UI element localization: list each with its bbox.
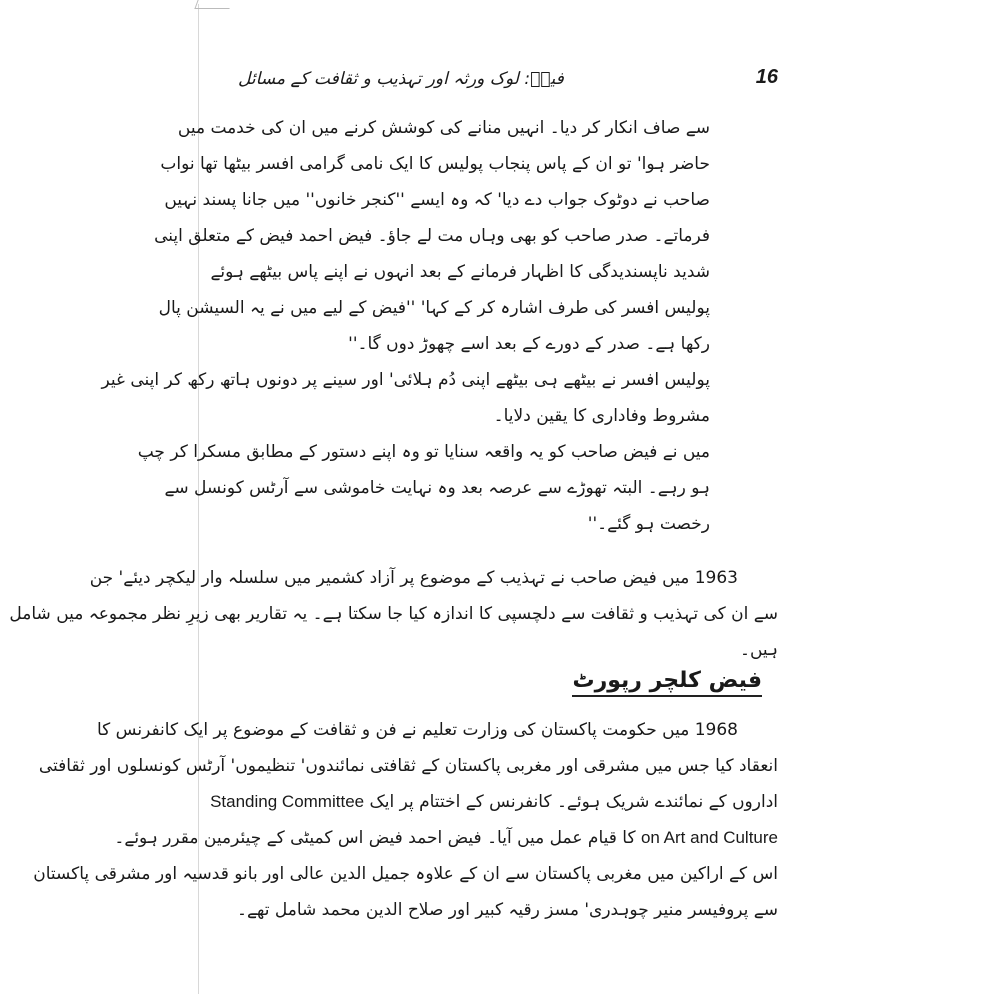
english-term: Standing Committee [210, 792, 365, 811]
text-line: ہیں۔ [740, 640, 778, 660]
text-line: 1963 میں فیض صاحب نے تہذیب کے موضوع پر آزاد کشمیر میں سلسلہ وار لیکچر دیئے' جن [89, 568, 738, 588]
text-line: ہو رہے۔ البتہ تھوڑے سے عرصہ بعد وہ نہایت خاموشی سے آرٹس کونسل سے [164, 478, 710, 498]
paragraph-1968 [33, 712, 778, 928]
english-term: on Art and Culture [640, 828, 778, 847]
text-line: شدید ناپسندیدگی کا اظہار فرمانے کے بعد انہوں نے اپنے پاس بیٹھے ہوئے [210, 262, 710, 282]
text-fragment: کا قیام عمل میں آیا۔ فیض احمد فیض اس کمیٹی کے چیئرمین مقرر ہوئے۔ [114, 828, 636, 848]
text-fragment: اداروں کے نمائندے شریک ہوئے۔ کانفرنس کے اختتام پر ایک [369, 792, 778, 812]
running-title: فیضؔ: لوک ورثہ اور تہذیب و ثقافت کے مسائل [238, 69, 564, 89]
section-heading: فیض کلچر رپورٹ [572, 668, 762, 697]
text-line [114, 820, 778, 856]
text-line: سے صاف انکار کر دیا۔ انہیں منانے کی کوشش کرنے میں ان کی خدمت میں [177, 118, 710, 138]
text-line: رخصت ہو گئے۔'' [587, 514, 710, 534]
page-header [238, 66, 778, 96]
text-line: مشروط وفاداری کا یقین دلایا۔ [493, 406, 710, 426]
text-line: سے پروفیسر منیر چوہدری' مسز رقیہ کبیر اور صلاح الدین محمد شامل تھے۔ [236, 900, 778, 920]
page-number: 16 [755, 66, 778, 88]
text-line [210, 784, 778, 820]
text-line: حاضر ہوا' تو ان کے پاس پنجاب پولیس کا ایک نامی گرامی افسر بیٹھا تھا نواب [160, 154, 710, 174]
text-line: 1968 میں حکومت پاکستان کی وزارت تعلیم نے فن و ثقافت کے موضوع پر ایک کانفرنس کا [96, 720, 738, 740]
quoted-passage [101, 110, 710, 542]
paragraph-1963 [9, 560, 778, 668]
page-corner-mark [194, 0, 232, 9]
text-line: پولیس افسر کی طرف اشارہ کر کے کہا' ''فیض کے لیے میں نے یہ السیشن پال [158, 298, 710, 318]
text-line: سے ان کی تہذیب و ثقافت سے دلچسپی کا اندازہ کیا جا سکتا ہے۔ یہ تقاریر بھی زیرِ نظر مجموعہ میں شامل [9, 604, 778, 624]
text-line: انعقاد کیا جس میں مشرقی اور مغربی پاکستان کے ثقافتی نمائندوں' تنظیموں' آرٹس کونسلوں اور ثقافتی [38, 756, 778, 776]
text-line: میں نے فیض صاحب کو یہ واقعہ سنایا تو وہ اپنے دستور کے مطابق مسکرا کر چپ [137, 442, 710, 462]
text-line: فرماتے۔ صدر صاحب کو بھی وہاں مت لے جاؤ۔ فیض احمد فیض کے متعلق اپنی [154, 226, 710, 246]
text-line: صاحب نے دوٹوک جواب دے دیا' کہ وہ ایسے ''کنجر خانوں'' میں جانا پسند نہیں [164, 190, 710, 210]
text-line: رکھا ہے۔ صدر کے دورے کے بعد اسے چھوڑ دوں گا۔'' [348, 334, 710, 354]
text-line: پولیس افسر نے بیٹھے ہی بیٹھے اپنی دُم ہلائی' اور سینے پر دونوں ہاتھ رکھ کر اپنی غیر [101, 370, 710, 390]
text-line: اس کے اراکین میں مغربی پاکستان سے ان کے علاوہ جمیل الدین عالی اور بانو قدسیہ اور مشرقی پاکستان [33, 864, 778, 884]
